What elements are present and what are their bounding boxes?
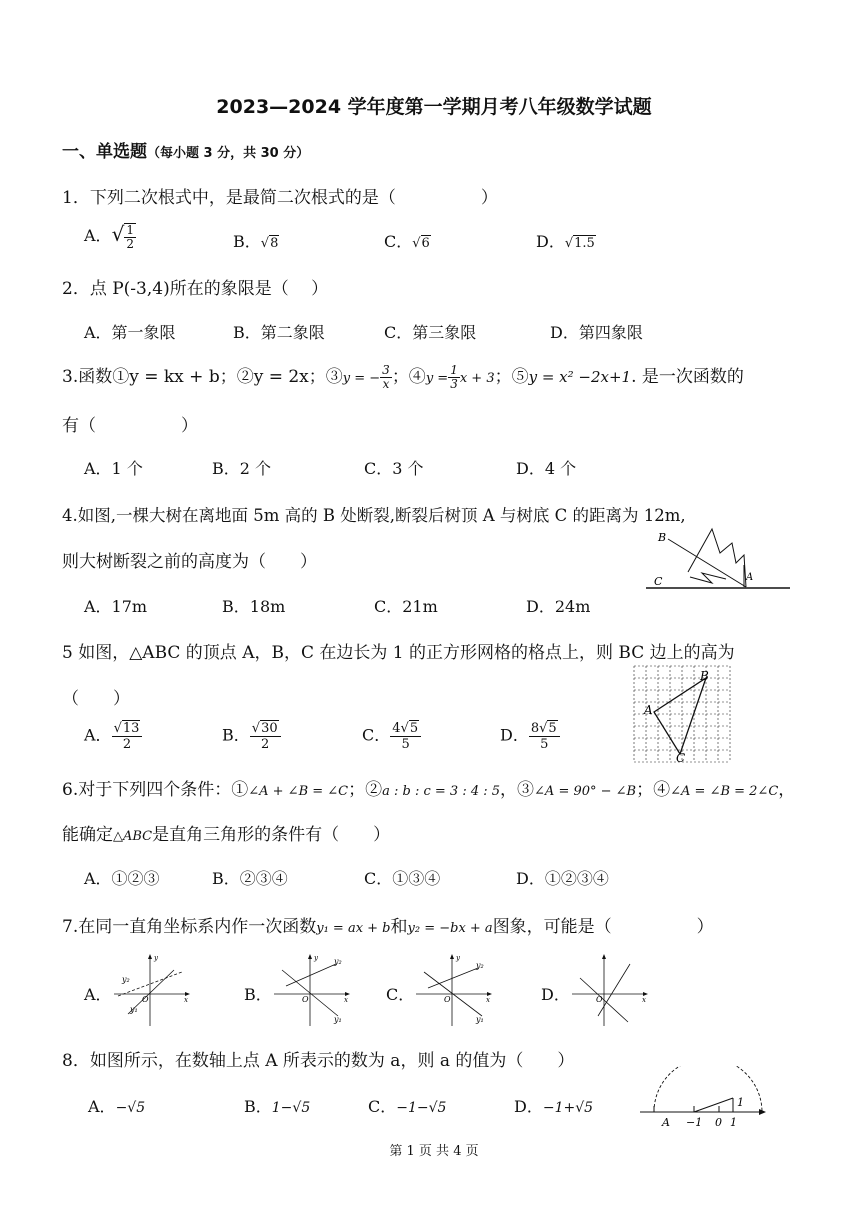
q4-option-a: A．17m — [84, 597, 148, 616]
question-1-stem: 1．下列二次根式中，是最简二次根式的是（ ） — [62, 188, 498, 208]
q3-option-c: C．3 个 — [364, 459, 424, 478]
question-5-stem: 5 如图，△ABC 的顶点 A，B，C 在边长为 1 的正方形网格的格点上，则 BC 边上的高为 — [62, 643, 735, 663]
q7-graph-d — [570, 950, 652, 1030]
svg-text:O: O — [302, 995, 309, 1004]
fig5-label-a: A — [644, 703, 653, 717]
question-3-stem: 3.函数①y = kx + b；②y = 2x；③y = − $\frac{3}{x}$ ；④y = $\frac{1}{3}$ x + 3；⑤y = x² −2x+1. 是一次函数的 — [62, 363, 744, 391]
q5-option-d: D． $\frac{8√5}{5}$ — [500, 720, 560, 752]
q7-graph-a — [112, 950, 194, 1030]
question-8-stem: 8．如图所示，在数轴上点 A 所表示的数为 a，则 a 的值为（ ） — [62, 1051, 575, 1071]
q1-option-c: C．√6 — [384, 232, 430, 251]
svg-text:1: 1 — [737, 1096, 744, 1109]
svg-text:y₁: y₁ — [130, 1005, 138, 1014]
svg-text:O: O — [142, 995, 149, 1004]
svg-text:x: x — [486, 996, 490, 1004]
number-line-figure — [636, 1066, 772, 1132]
q4-option-d: D．24m — [526, 597, 591, 616]
fig4-label-c: C — [654, 575, 663, 588]
q7-graph-b — [272, 950, 354, 1030]
q8-option-b: B．1−√5 — [244, 1097, 311, 1116]
q3-option-d: D．4 个 — [516, 459, 577, 478]
q8-option-d: D．−1+√5 — [514, 1097, 594, 1116]
q2-option-b: B．第二象限 — [233, 323, 325, 342]
svg-text:−1: −1 — [686, 1116, 703, 1129]
svg-text:0: 0 — [715, 1116, 722, 1129]
svg-text:y₁: y₁ — [334, 1015, 342, 1024]
q8-option-c: C．−1−√5 — [368, 1097, 447, 1116]
svg-text:A: A — [662, 1116, 670, 1129]
q6-option-a: A．①②③ — [84, 869, 160, 888]
q5-option-b: B． $\frac{√30}{2}$ — [222, 720, 281, 752]
fig4-label-b: B — [658, 531, 667, 544]
q7-option-c: C． — [386, 985, 415, 1004]
q7-option-d: D． — [541, 985, 570, 1004]
svg-text:O: O — [444, 995, 451, 1004]
svg-text:y₂: y₂ — [122, 975, 130, 984]
question-6-line2: 能确定△ABC是直角三角形的条件有（ ） — [62, 825, 391, 845]
q2-option-d: D．第四象限 — [550, 323, 643, 342]
svg-text:x: x — [642, 996, 646, 1004]
q7-graph-c — [414, 950, 496, 1030]
question-4-stem: 4.如图,一棵大树在离地面 5m 高的 B 处断裂,断裂后树顶 A 与树底 C 的距离为 12m, — [62, 506, 686, 525]
svg-text:y: y — [154, 954, 158, 962]
triangle-grid-figure — [632, 664, 732, 766]
q5-option-a: A． $\frac{√13}{2}$ — [84, 720, 142, 752]
svg-text:y: y — [314, 954, 318, 962]
q5-option-c: C． $\frac{4√5}{5}$ — [362, 720, 421, 752]
svg-text:1: 1 — [730, 1116, 737, 1129]
svg-text:x: x — [344, 996, 348, 1004]
q4-option-c: C．21m — [374, 597, 438, 616]
fig5-label-b: B — [700, 669, 709, 683]
svg-text:O: O — [596, 995, 603, 1004]
q3-option-b: B．2 个 — [212, 459, 272, 478]
question-3-line2: 有（ ） — [62, 416, 198, 436]
q1-option-b: B．√8 — [233, 232, 279, 251]
q4-option-b: B．18m — [222, 597, 286, 616]
page-title: 2023—2024 学年度第一学期月考八年级数学试题 — [216, 96, 652, 118]
broken-tree-figure — [640, 525, 800, 595]
svg-text:y₁: y₁ — [476, 1015, 484, 1024]
fig4-label-a: A — [746, 572, 754, 583]
question-2-stem: 2．点 P(-3,4)所在的象限是（ ） — [62, 279, 329, 299]
q2-option-c: C．第三象限 — [384, 323, 477, 342]
question-6-stem: 6.对于下列四个条件：①∠A + ∠B = ∠C；②a : b : c = 3 : 4 : 5，③∠A = 90° − ∠B；④∠A = ∠B = 2∠C， — [62, 780, 796, 800]
q7-option-a: A． — [84, 985, 112, 1004]
q3-option-a: A．1 个 — [84, 459, 143, 478]
q8-option-a: A．−√5 — [88, 1097, 146, 1116]
page-footer: 第 1 页 共 4 页 — [389, 1144, 479, 1159]
q1-option-a: A．√ $\frac{1}{2}$ — [84, 222, 134, 251]
question-5-line2: （ ） — [62, 689, 130, 709]
svg-text:y₂: y₂ — [476, 961, 484, 970]
question-4-line2: 则大树断裂之前的高度为（ ） — [62, 552, 317, 572]
q2-option-a: A．第一象限 — [84, 323, 176, 342]
q6-option-c: C．①③④ — [364, 869, 441, 888]
q6-option-d: D．①②③④ — [516, 869, 609, 888]
q1-option-d: D．√1.5 — [536, 232, 595, 251]
svg-text:x: x — [184, 996, 188, 1004]
question-7-stem: 7.在同一直角坐标系内作一次函数y₁ = ax + b和y₂ = −bx + a图象，可能是（ ） — [62, 917, 714, 937]
svg-text:y₂: y₂ — [334, 957, 342, 966]
section-heading: 一、单选题（每小题 3 分，共 30 分） — [62, 142, 310, 162]
q7-option-b: B． — [244, 985, 272, 1004]
q6-option-b: B．②③④ — [212, 869, 288, 888]
svg-text:y: y — [456, 954, 460, 962]
fig5-label-c: C — [676, 751, 686, 765]
